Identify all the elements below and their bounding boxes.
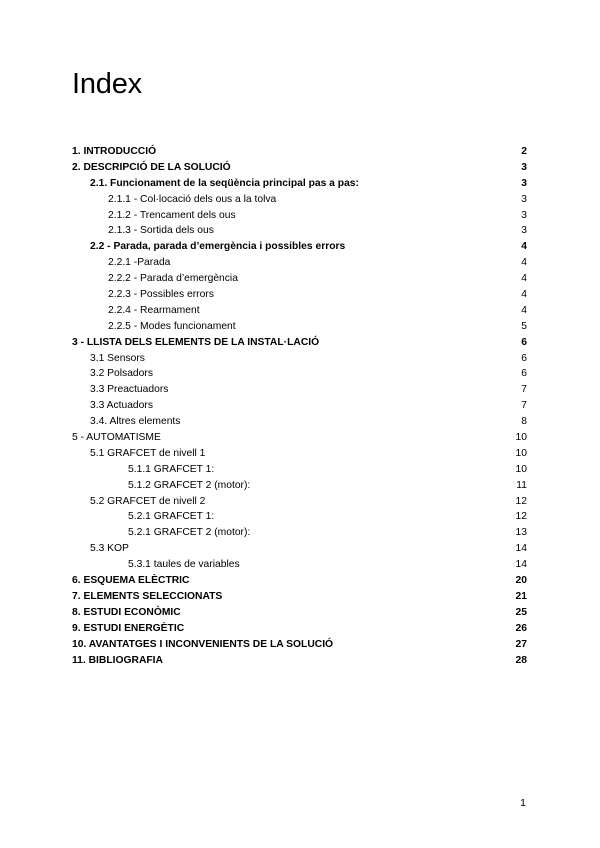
toc-entry[interactable]: [72, 335, 528, 351]
toc-entry-label: 5.1.1 GRAFCET 1:: [128, 463, 215, 475]
toc-entry-label: 5.2 GRAFCET de nivell 2: [90, 495, 206, 507]
toc-entry-label: 10. AVANTATGES I INCONVENIENTS DE LA SOLUCIÓ: [72, 638, 334, 650]
toc-entry-label: 3.4. Altres elements: [90, 416, 181, 428]
toc-entry-page: 25: [515, 606, 527, 618]
toc-entry-page: 21: [515, 590, 527, 602]
toc-entry-label: 3.3 Actuadors: [90, 400, 153, 412]
toc-entry[interactable]: [72, 430, 528, 446]
toc-entry-page: 5: [521, 320, 527, 332]
toc-entry[interactable]: [72, 525, 528, 541]
toc-entry-page: 14: [515, 543, 527, 555]
toc-entry-label: 2.2.5 - Modes funcionament: [108, 320, 236, 332]
toc-entry-label: 2.2.2 - Parada d’emergència: [108, 273, 238, 285]
toc-entry-label: 6. ESQUEMA ELÈCTRIC: [72, 575, 190, 587]
toc-entry-page: 14: [515, 559, 527, 571]
toc-entry[interactable]: [72, 255, 528, 271]
toc-entry[interactable]: [72, 414, 528, 430]
toc-entry-label: 5.3.1 taules de variables: [128, 559, 240, 571]
toc-entry-label: 2.1.3 - Sortida dels ous: [108, 225, 214, 237]
toc-entry[interactable]: [72, 144, 528, 160]
toc-entry-page: 4: [521, 241, 527, 253]
toc-entry-label: 2.1. Funcionament de la seqüència principal pas a pas:: [90, 177, 359, 189]
toc-entry-label: 9. ESTUDI ENERGÈTIC: [72, 622, 185, 634]
toc-entry-page: 4: [521, 304, 527, 316]
toc-entry-label: 5.3 KOP: [90, 543, 129, 555]
toc-entry-page: 10: [515, 447, 527, 459]
toc-entry[interactable]: [72, 541, 528, 557]
toc-entry-page: 10: [515, 463, 527, 475]
toc-entry-label: 2.2.1 -Parada: [108, 257, 171, 269]
toc-entry-page: 6: [521, 352, 527, 364]
toc-entry-page: 7: [521, 400, 527, 412]
toc-entry-label: 5.2.1 GRAFCET 2 (motor):: [128, 527, 251, 539]
toc-entry-page: 20: [515, 575, 527, 587]
toc-entry-page: 12: [515, 495, 527, 507]
toc-entry[interactable]: [72, 398, 528, 414]
toc-entry[interactable]: [72, 446, 528, 462]
toc-entry-page: 6: [521, 336, 527, 348]
toc-entry-label: 3 - LLISTA DELS ELEMENTS DE LA INSTAL·LACIÓ: [72, 336, 320, 348]
toc-entry[interactable]: [72, 478, 528, 494]
toc-entry-page: 3: [521, 209, 527, 221]
toc-entry[interactable]: [72, 621, 528, 637]
toc-entry[interactable]: [72, 319, 528, 335]
toc-entry[interactable]: [72, 589, 528, 605]
toc-entry-label: 11. BIBLIOGRAFIA: [72, 654, 163, 666]
toc-entry-page: 12: [515, 511, 527, 523]
toc-entry[interactable]: [72, 287, 528, 303]
toc-entry-page: 2: [521, 146, 527, 157]
toc-entry[interactable]: [72, 176, 528, 192]
toc-entry-label: 1. INTRODUCCIÓ: [72, 146, 157, 157]
table-of-contents: [72, 144, 528, 668]
toc-entry[interactable]: [72, 351, 528, 367]
toc-entry-page: 26: [515, 622, 527, 634]
toc-entry-label: 5.2.1 GRAFCET 1:: [128, 511, 215, 523]
toc-entry-page: 11: [516, 479, 527, 491]
toc-entry[interactable]: [72, 192, 528, 208]
toc-entry[interactable]: [72, 605, 528, 621]
toc-entry-page: 3: [521, 161, 527, 173]
toc-entry-label: 2.2.4 - Rearmament: [108, 304, 200, 316]
toc-entry[interactable]: [72, 303, 528, 319]
toc-entry-page: 6: [521, 368, 527, 380]
toc-entry[interactable]: [72, 366, 528, 382]
toc-entry[interactable]: [72, 653, 528, 669]
toc-entry-page: 3: [521, 225, 527, 237]
toc-entry-label: 2.2.3 - Possibles errors: [108, 289, 214, 301]
toc-entry-label: 7. ELEMENTS SELECCIONATS: [72, 590, 223, 602]
toc-entry-label: 3.3 Preactuadors: [90, 384, 169, 396]
toc-entry[interactable]: [72, 239, 528, 255]
toc-entry[interactable]: [72, 557, 528, 573]
toc-entry-label: 3.1 Sensors: [90, 352, 145, 364]
toc-entry-page: 3: [521, 177, 527, 189]
toc-entry-page: 3: [521, 193, 527, 205]
toc-entry[interactable]: [72, 160, 528, 176]
toc-entry-label: 2.2 - Parada, parada d’emergència i possibles errors: [90, 241, 346, 253]
toc-entry-page: 8: [521, 416, 527, 428]
toc-entry[interactable]: [72, 637, 528, 653]
toc-entry[interactable]: [72, 573, 528, 589]
toc-entry-page: 10: [515, 432, 527, 444]
toc-entry[interactable]: [72, 462, 528, 478]
toc-entry-label: 5.1.2 GRAFCET 2 (motor):: [128, 479, 251, 491]
toc-entry-page: 28: [515, 654, 527, 666]
toc-entry[interactable]: [72, 271, 528, 287]
toc-entry-page: 4: [521, 257, 527, 269]
toc-entry-label: 8. ESTUDI ECONÒMIC: [72, 606, 181, 618]
toc-entry-page: 4: [521, 289, 527, 301]
toc-entry-page: 7: [521, 384, 527, 396]
toc-entry-label: 5.1 GRAFCET de nivell 1: [90, 447, 206, 459]
toc-entry-label: 2.1.2 - Trencament dels ous: [108, 209, 236, 221]
toc-entry-label: 5 - AUTOMATISME: [72, 432, 161, 444]
toc-entry[interactable]: [72, 382, 528, 398]
toc-entry-label: 2.1.1 - Col·locació dels ous a la tolva: [108, 193, 277, 205]
toc-entry-label: 2. DESCRIPCIÓ DE LA SOLUCIÓ: [72, 161, 231, 173]
toc-entry-page: 13: [515, 527, 527, 539]
toc-entry-label: 3.2 Polsadors: [90, 368, 153, 380]
page-title: Index: [72, 68, 142, 100]
toc-entry[interactable]: [72, 509, 528, 525]
toc-entry[interactable]: [72, 223, 528, 239]
toc-entry[interactable]: [72, 494, 528, 510]
toc-entry[interactable]: [72, 208, 528, 224]
page-number: 1: [520, 797, 526, 809]
toc-entry-page: 27: [515, 638, 527, 650]
toc-entry-page: 4: [521, 273, 527, 285]
